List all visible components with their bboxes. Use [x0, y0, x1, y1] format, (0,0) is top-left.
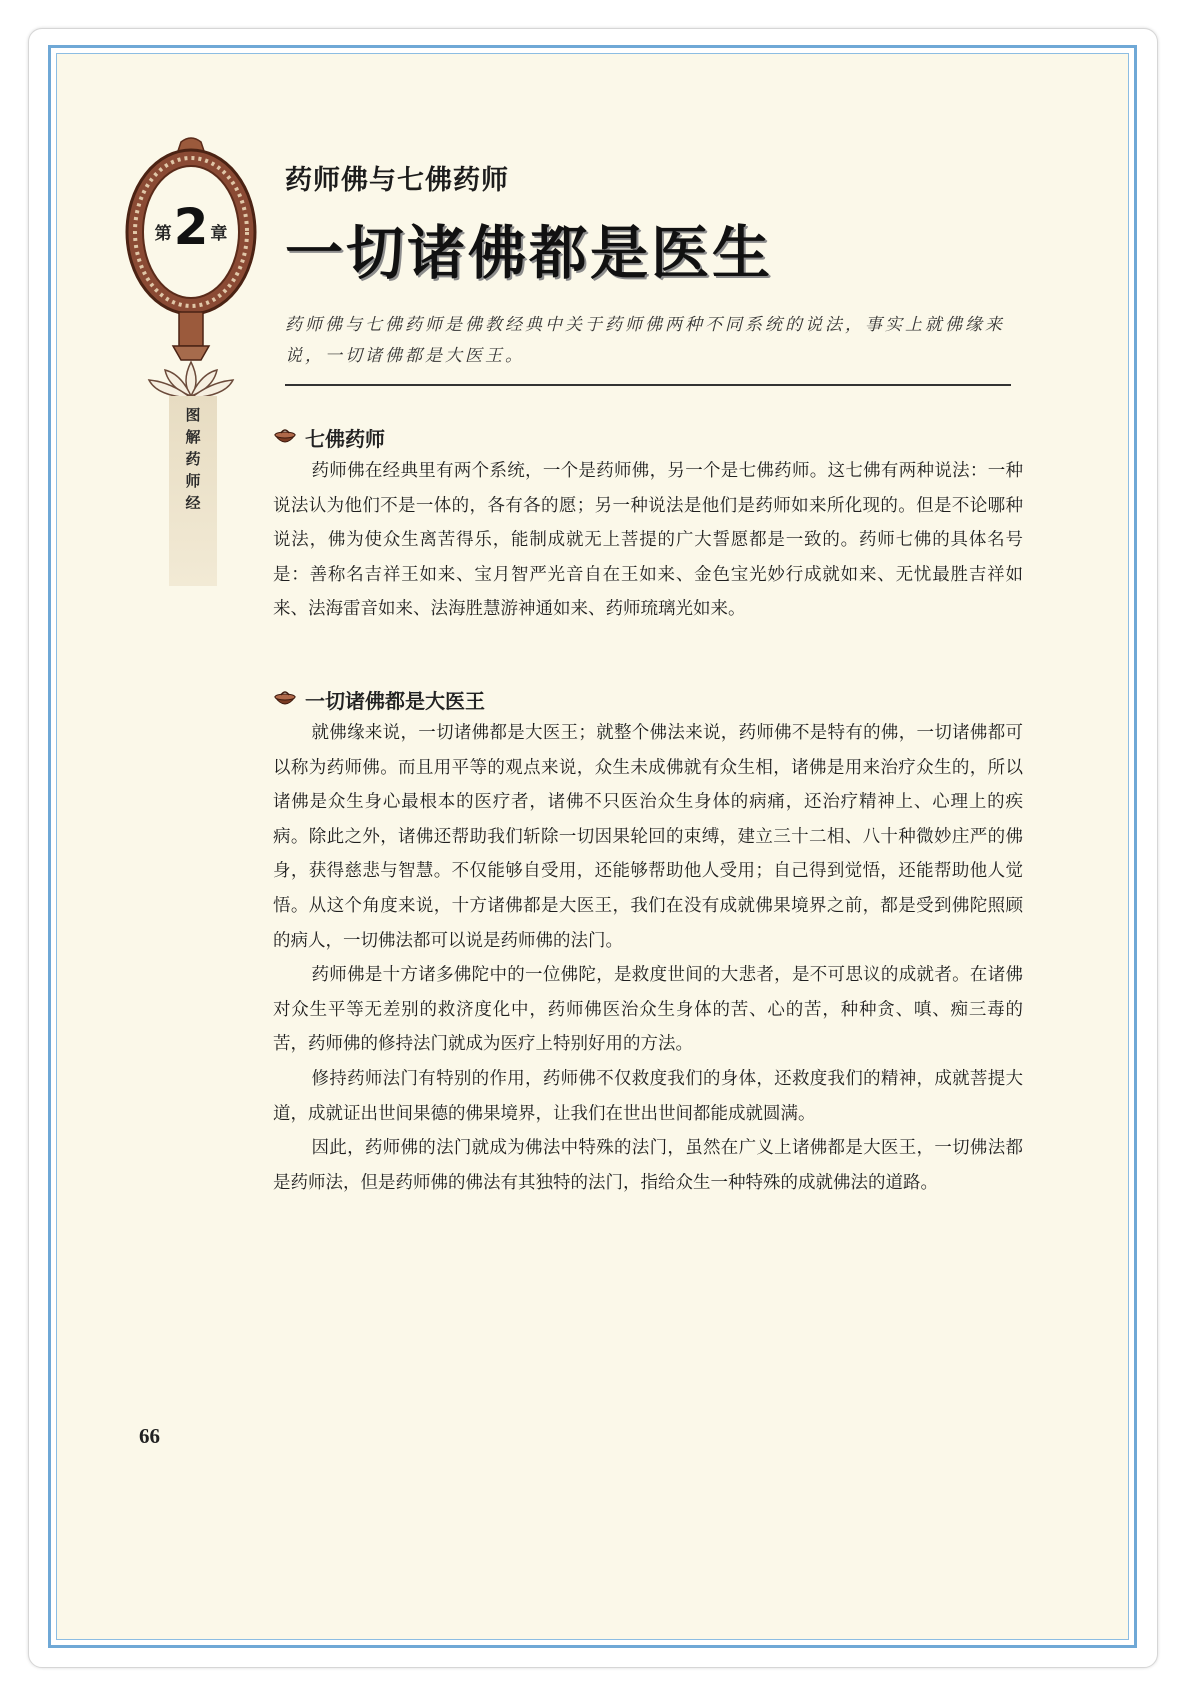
chapter-number-group — [143, 192, 239, 256]
side-label-char: 图 — [185, 406, 201, 424]
section-heading — [273, 420, 1023, 454]
side-label-char: 药 — [185, 450, 201, 468]
page-frame — [48, 45, 1137, 1648]
section-title: 七佛药师 — [305, 426, 385, 451]
side-label — [173, 404, 213, 514]
intro-divider — [285, 384, 1011, 386]
chapter-intro: 药师佛与七佛药师是佛教经典中关于药师佛两种不同系统的说法，事实上就佛缘来说，一切诸佛都是大医王。 — [285, 315, 1005, 366]
section-da-yiwang — [273, 682, 1023, 1200]
page-number: 66 — [139, 1424, 160, 1448]
chapter-prefix: 第 — [154, 224, 172, 244]
section-heading — [273, 682, 1023, 716]
bowl-icon — [273, 427, 297, 447]
side-label-char: 经 — [185, 494, 201, 512]
paragraph: 因此，药师佛的法门就成为佛法中特殊的法门，虽然在广义上诸佛都是大医王，一切佛法都是药师法，但是药师佛的佛法有其独特的法门，指给众生一种特殊的成就佛法的道路。 — [273, 1138, 1023, 1193]
page-content — [56, 53, 1129, 1640]
section-qifo-yaoshi — [273, 420, 1023, 627]
chapter-suffix: 章 — [210, 224, 228, 244]
bowl-icon — [273, 689, 297, 709]
paragraph: 药师佛是十方诸多佛陀中的一位佛陀，是救度世间的大悲者，是不可思议的成就者。在诸佛对众生平等无差别的救济度化中，药师佛医治众生身体的苦、心的苦，种种贪、嗔、痴三毒的苦，药师佛的修持法门就成为医疗上特别好用的方法。 — [273, 965, 1023, 1055]
paragraph: 药师佛在经典里有两个系统，一个是药师佛，另一个是七佛药师。这七佛有两种说法：一种说法认为他们不是一体的，各有各的愿；另一种说法是他们是药师如来所化现的。但是不论哪种说法，佛为使众生离苦得乐，能制成就无上菩提的广大誓愿都是一致的。药师七佛的具体名号是：善称名吉祥王如来、宝月智严光音自在王如来、金色宝光妙行成就如来、无忧最胜吉祥如来、法海雷音如来、法海胜慧游神通如来、药师琉璃光如来。 — [273, 461, 1023, 620]
chapter-subtitle: 药师佛与七佛药师 — [285, 165, 509, 196]
chapter-number: 2 — [173, 198, 209, 256]
side-label-char: 师 — [185, 472, 201, 490]
paragraph: 修持药师法门有特别的作用，药师佛不仅救度我们的身体，还救度我们的精神，成就菩提大道，成就证出世间果德的佛果境界，让我们在世出世间都能成就圆满。 — [273, 1068, 1023, 1124]
chapter-medallion — [121, 134, 261, 414]
chapter-title: 一切诸佛都是医生 — [285, 219, 774, 287]
side-label-char: 解 — [185, 428, 201, 446]
section-title: 一切诸佛都是大医王 — [305, 688, 485, 713]
paragraph: 就佛缘来说，一切诸佛都是大医王；就整个佛法来说，药师佛不是特有的佛，一切诸佛都可以称为药师佛。而且用平等的观点来说，众生未成佛就有众生相，诸佛是用来治疗众生的，所以诸佛是众生身心最根本的医疗者，诸佛不只医治众生身体的病痛，还治疗精神上、心理上的疾病。除此之外，诸佛还帮助我们斩除一切因果轮回的束缚，建立三十二相、八十种微妙庄严的佛身，获得慈悲与智慧。不仅能够自受用，还能够帮助他人受用；自己得到觉悟，还能帮助他人觉悟。从这个角度来说，十方诸佛都是大医王，我们在没有成就佛果境界之前，都是受到佛陀照顾的病人，一切佛法都可以说是药师佛的法门。 — [273, 723, 1023, 951]
